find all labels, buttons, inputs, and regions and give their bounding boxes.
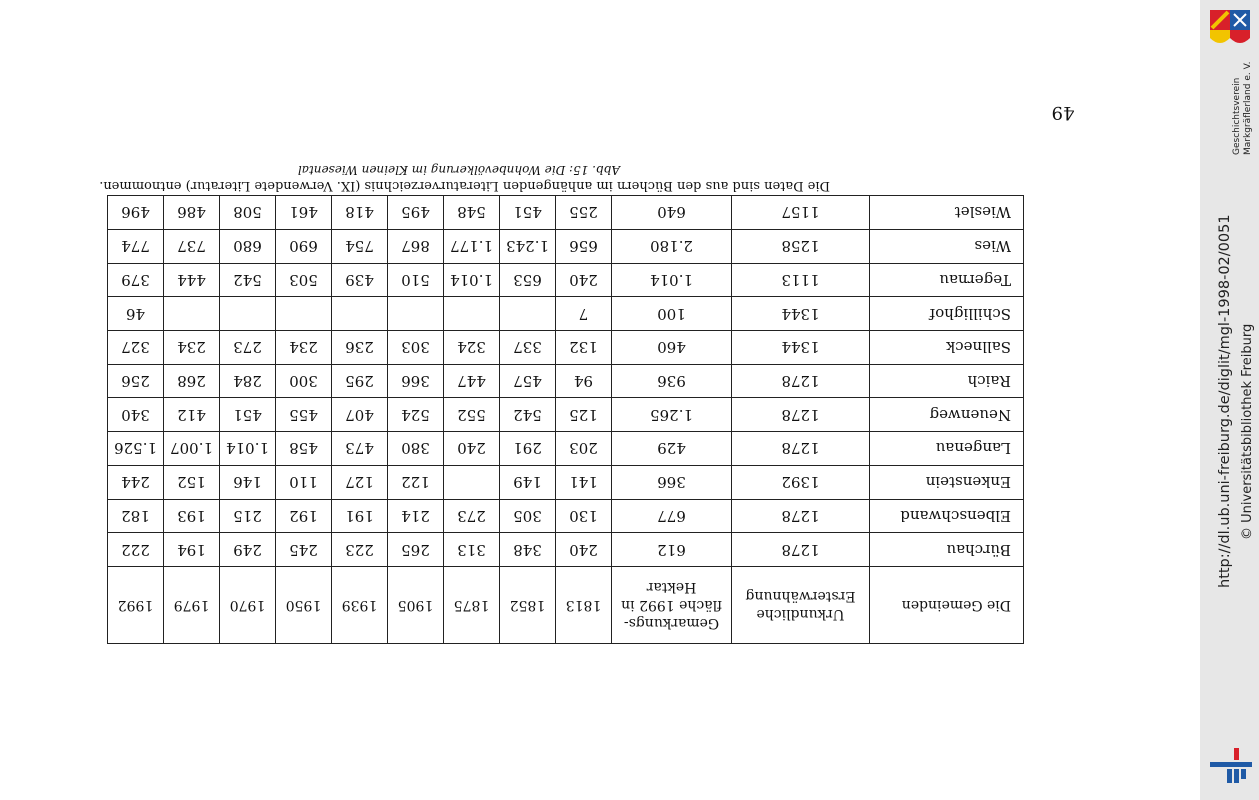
table-cell: [444, 465, 500, 499]
table-cell: [500, 297, 556, 331]
table-cell: 653: [500, 263, 556, 297]
table-cell: 754: [332, 229, 388, 263]
column-header: 1939: [332, 567, 388, 644]
page-number: 49: [1051, 102, 1075, 123]
table-cell: 936: [612, 364, 732, 398]
municipality-name-cell: Tegernau: [870, 263, 1024, 297]
table-cell: 192: [276, 499, 332, 533]
table-cell: 130: [556, 499, 612, 533]
table-cell: 455: [276, 398, 332, 432]
table-cell: 313: [444, 533, 500, 567]
table-cell: 193: [164, 499, 220, 533]
table-cell: 429: [612, 432, 732, 466]
table-cell: 234: [164, 330, 220, 364]
table-cell: 458: [276, 432, 332, 466]
table-cell: 486: [164, 196, 220, 230]
table-cell: 240: [556, 533, 612, 567]
table-cell: [444, 297, 500, 331]
table-cell: 473: [332, 432, 388, 466]
table-cell: 407: [332, 398, 388, 432]
table-cell: 295: [332, 364, 388, 398]
society-label: Geschichtsverein Markgräflerland e. V.: [1232, 61, 1253, 155]
column-header: Die Gemeinden: [870, 567, 1024, 644]
table-header-row: [108, 567, 1024, 644]
table-cell: 612: [612, 533, 732, 567]
column-header: 1950: [276, 567, 332, 644]
table-cell: 1278: [732, 533, 870, 567]
source-note: Die Daten sind aus den Büchern im anhängenden Literaturverzeichnis (IX. Verwendete Literatur) entnommen.: [99, 178, 830, 193]
table-cell: 348: [500, 533, 556, 567]
table-cell: 366: [388, 364, 444, 398]
column-header: 1970: [220, 567, 276, 644]
table-cell: 508: [220, 196, 276, 230]
table-cell: 256: [108, 364, 164, 398]
table-cell: 122: [388, 465, 444, 499]
table-cell: 1113: [732, 263, 870, 297]
library-logo-icon: [1210, 748, 1252, 784]
table-cell: 125: [556, 398, 612, 432]
table-cell: 182: [108, 499, 164, 533]
table-cell: 496: [108, 196, 164, 230]
municipality-name-cell: Schillighof: [870, 297, 1024, 331]
table-cell: [388, 297, 444, 331]
table-cell: 240: [556, 263, 612, 297]
table-cell: 305: [500, 499, 556, 533]
table-cell: 503: [276, 263, 332, 297]
table-row: [108, 465, 1024, 499]
table-cell: 412: [164, 398, 220, 432]
table-row: [108, 533, 1024, 567]
figure-caption: Abb. 15: Die Wohnbevölkerung im Kleinen Wiesental: [297, 163, 620, 177]
table-cell: 240: [444, 432, 500, 466]
table-cell: 495: [388, 196, 444, 230]
table-row: [108, 297, 1024, 331]
table-cell: 444: [164, 263, 220, 297]
table-cell: 656: [556, 229, 612, 263]
table-cell: 265: [388, 533, 444, 567]
table-cell: 152: [164, 465, 220, 499]
table-cell: 1.014: [220, 432, 276, 466]
table-cell: 677: [612, 499, 732, 533]
table-cell: 203: [556, 432, 612, 466]
table-row: [108, 196, 1024, 230]
table-cell: 1344: [732, 330, 870, 364]
table-cell: 291: [500, 432, 556, 466]
table-cell: 1157: [732, 196, 870, 230]
municipality-name-cell: Bürchau: [870, 533, 1024, 567]
table-cell: 542: [500, 398, 556, 432]
table-cell: 284: [220, 364, 276, 398]
table-cell: 418: [332, 196, 388, 230]
table-cell: 366: [612, 465, 732, 499]
table-row: [108, 330, 1024, 364]
table-cell: 1.014: [612, 263, 732, 297]
table-cell: 1278: [732, 398, 870, 432]
table-cell: 255: [556, 196, 612, 230]
table-cell: 340: [108, 398, 164, 432]
table-cell: 223: [332, 533, 388, 567]
municipality-name-cell: Wies: [870, 229, 1024, 263]
table-row: [108, 398, 1024, 432]
population-table-container: [108, 195, 1024, 644]
municipality-name-cell: Sallneck: [870, 330, 1024, 364]
table-cell: 1278: [732, 432, 870, 466]
table-cell: 1278: [732, 499, 870, 533]
table-cell: 94: [556, 364, 612, 398]
table-cell: 2.180: [612, 229, 732, 263]
table-row: [108, 364, 1024, 398]
table-cell: 457: [500, 364, 556, 398]
municipality-name-cell: Wieslet: [870, 196, 1024, 230]
column-header: Urkundliche Ersterwähnung: [732, 567, 870, 644]
table-row: [108, 432, 1024, 466]
table-cell: 7: [556, 297, 612, 331]
table-cell: 234: [276, 330, 332, 364]
table-cell: 1.177: [444, 229, 500, 263]
municipality-name-cell: Neuenweg: [870, 398, 1024, 432]
table-cell: 690: [276, 229, 332, 263]
table-cell: [220, 297, 276, 331]
table-cell: 1.265: [612, 398, 732, 432]
table-cell: 1278: [732, 364, 870, 398]
column-header: Gemarkungs- fläche 1992 in Hektar: [612, 567, 732, 644]
table-cell: 1.526: [108, 432, 164, 466]
table-cell: 222: [108, 533, 164, 567]
table-cell: [276, 297, 332, 331]
municipality-name-cell: Enkenstein: [870, 465, 1024, 499]
table-cell: 141: [556, 465, 612, 499]
table-cell: 244: [108, 465, 164, 499]
table-cell: 300: [276, 364, 332, 398]
table-cell: 451: [220, 398, 276, 432]
table-cell: 273: [444, 499, 500, 533]
coat-of-arms-icon: [1208, 8, 1252, 48]
table-cell: 460: [612, 330, 732, 364]
table-cell: [332, 297, 388, 331]
table-cell: 303: [388, 330, 444, 364]
table-cell: 245: [276, 533, 332, 567]
table-cell: [164, 297, 220, 331]
column-header: 1852: [500, 567, 556, 644]
table-cell: 1.243: [500, 229, 556, 263]
table-cell: 680: [220, 229, 276, 263]
table-cell: 127: [332, 465, 388, 499]
table-cell: 380: [388, 432, 444, 466]
table-cell: 214: [388, 499, 444, 533]
table-cell: 324: [444, 330, 500, 364]
municipality-name-cell: Langenau: [870, 432, 1024, 466]
table-row: [108, 229, 1024, 263]
table-cell: 548: [444, 196, 500, 230]
table-cell: 439: [332, 263, 388, 297]
table-cell: 337: [500, 330, 556, 364]
column-header: 1875: [444, 567, 500, 644]
table-cell: 249: [220, 533, 276, 567]
table-cell: 268: [164, 364, 220, 398]
table-cell: 100: [612, 297, 732, 331]
column-header: 1992: [108, 567, 164, 644]
column-header: 1813: [556, 567, 612, 644]
copyright-label: © Universitätsbibliothek Freiburg: [1240, 323, 1255, 540]
table-cell: 194: [164, 533, 220, 567]
table-cell: 542: [220, 263, 276, 297]
table-cell: 552: [444, 398, 500, 432]
table-cell: 737: [164, 229, 220, 263]
table-cell: 447: [444, 364, 500, 398]
table-row: [108, 263, 1024, 297]
table-cell: 1344: [732, 297, 870, 331]
table-cell: 46: [108, 297, 164, 331]
source-url-link[interactable]: http://dl.ub.uni-freiburg.de/diglit/mgl-1998-02/0051: [1217, 214, 1233, 588]
table-cell: 1.014: [444, 263, 500, 297]
column-header: 1979: [164, 567, 220, 644]
table-cell: 327: [108, 330, 164, 364]
table-row: [108, 499, 1024, 533]
table-cell: 774: [108, 229, 164, 263]
table-cell: 451: [500, 196, 556, 230]
municipality-name-cell: Elbenschwand: [870, 499, 1024, 533]
table-cell: 867: [388, 229, 444, 263]
table-cell: 273: [220, 330, 276, 364]
table-cell: 640: [612, 196, 732, 230]
table-cell: 1392: [732, 465, 870, 499]
table-cell: 132: [556, 330, 612, 364]
column-header: 1905: [388, 567, 444, 644]
table-cell: 379: [108, 263, 164, 297]
table-cell: 524: [388, 398, 444, 432]
table-cell: 1258: [732, 229, 870, 263]
table-cell: 215: [220, 499, 276, 533]
table-cell: 461: [276, 196, 332, 230]
table-cell: 510: [388, 263, 444, 297]
municipality-name-cell: Raich: [870, 364, 1024, 398]
table-cell: 146: [220, 465, 276, 499]
table-cell: 149: [500, 465, 556, 499]
table-cell: 191: [332, 499, 388, 533]
table-cell: 110: [276, 465, 332, 499]
table-cell: 1.007: [164, 432, 220, 466]
population-table: [107, 195, 1024, 644]
table-cell: 236: [332, 330, 388, 364]
